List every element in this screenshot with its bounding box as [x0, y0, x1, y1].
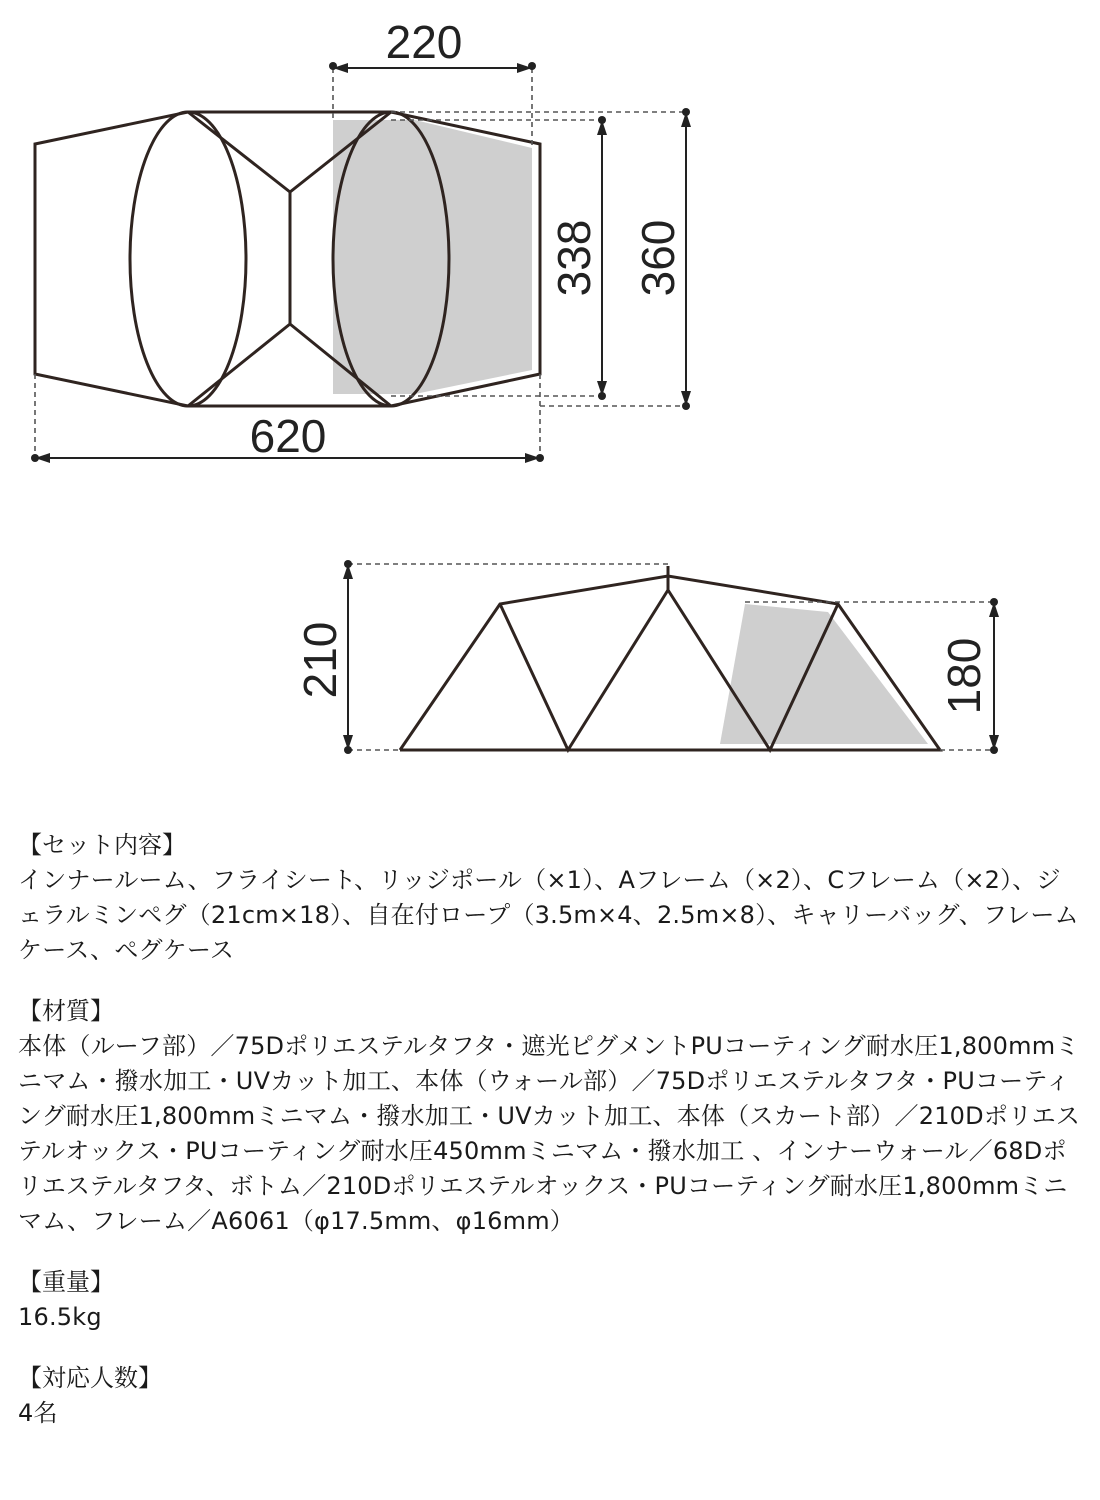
spec-weight [18, 1265, 1084, 1335]
dim-180-dot-bottom [990, 746, 998, 754]
spec-body: 16.5kg [18, 1303, 102, 1331]
plan-view [31, 16, 691, 463]
dim-620-dot-left [31, 454, 39, 462]
dim-338-dot-bottom [598, 392, 606, 400]
plan-inner-room-shade [333, 120, 532, 394]
spec-heading: 【重量】 [18, 1268, 114, 1296]
spec-heading: 【材質】 [18, 997, 114, 1025]
dim-210-dot-top [344, 560, 352, 568]
spec-body: 本体（ルーフ部）／75Dポリエステルタフタ・遮光ピグメントPUコーティング耐水圧1,800mmミニマム・撥水加工・UVカット加工、本体（ウォール部）／75Dポリエステルタフタ・PUコーティング耐水圧1,800mmミニマム・撥水加工・UVカット加工、本体（スカート部）／210Dポリエステルオックス・PUコーティング耐水圧450mmミニマム・撥水加工 、インナーウォール／68Dポリエステルタフタ、ボトム／210Dポリエステルオックス・PUコーティング耐水圧1,800mmミニマム、フレーム／A6061（φ17.5mm、φ16mm） [18, 1032, 1081, 1235]
spec-heading: 【対応人数】 [18, 1364, 162, 1392]
spec-body: インナールーム、フライシート、リッジポール（×1）、Aフレーム（×2）、Cフレーム（×2）、ジェラルミンペグ（21cm×18）、自在付ロープ（3.5m×4、2.5m×8）、キャリーバッグ、フレームケース、ペグケース [18, 866, 1079, 964]
side-view [294, 560, 999, 754]
dim-360-dot-bottom [682, 402, 690, 410]
dim-180-label: 180 [938, 637, 990, 715]
dim-210-label: 210 [294, 621, 346, 699]
dim-220-dot-right [528, 62, 536, 70]
spec-material [18, 994, 1084, 1239]
dim-220-label: 220 [385, 16, 463, 68]
dim-360-label: 360 [632, 219, 684, 297]
spec-set-contents [18, 828, 1084, 968]
plan-frame-left [130, 112, 246, 406]
dim-620-label: 620 [249, 410, 327, 462]
spec-list [18, 828, 1084, 1457]
dim-338-dot-top [598, 116, 606, 124]
dim-620-dot-right [536, 454, 544, 462]
dim-338-label: 338 [548, 219, 600, 297]
spec-body: 4名 [18, 1399, 58, 1427]
dim-180-dot-top [990, 598, 998, 606]
dim-360-dot-top [682, 108, 690, 116]
spec-heading: 【セット内容】 [18, 831, 186, 859]
spec-capacity [18, 1361, 1084, 1431]
dim-220-dot-left [329, 62, 337, 70]
dim-210-dot-bottom [344, 746, 352, 754]
